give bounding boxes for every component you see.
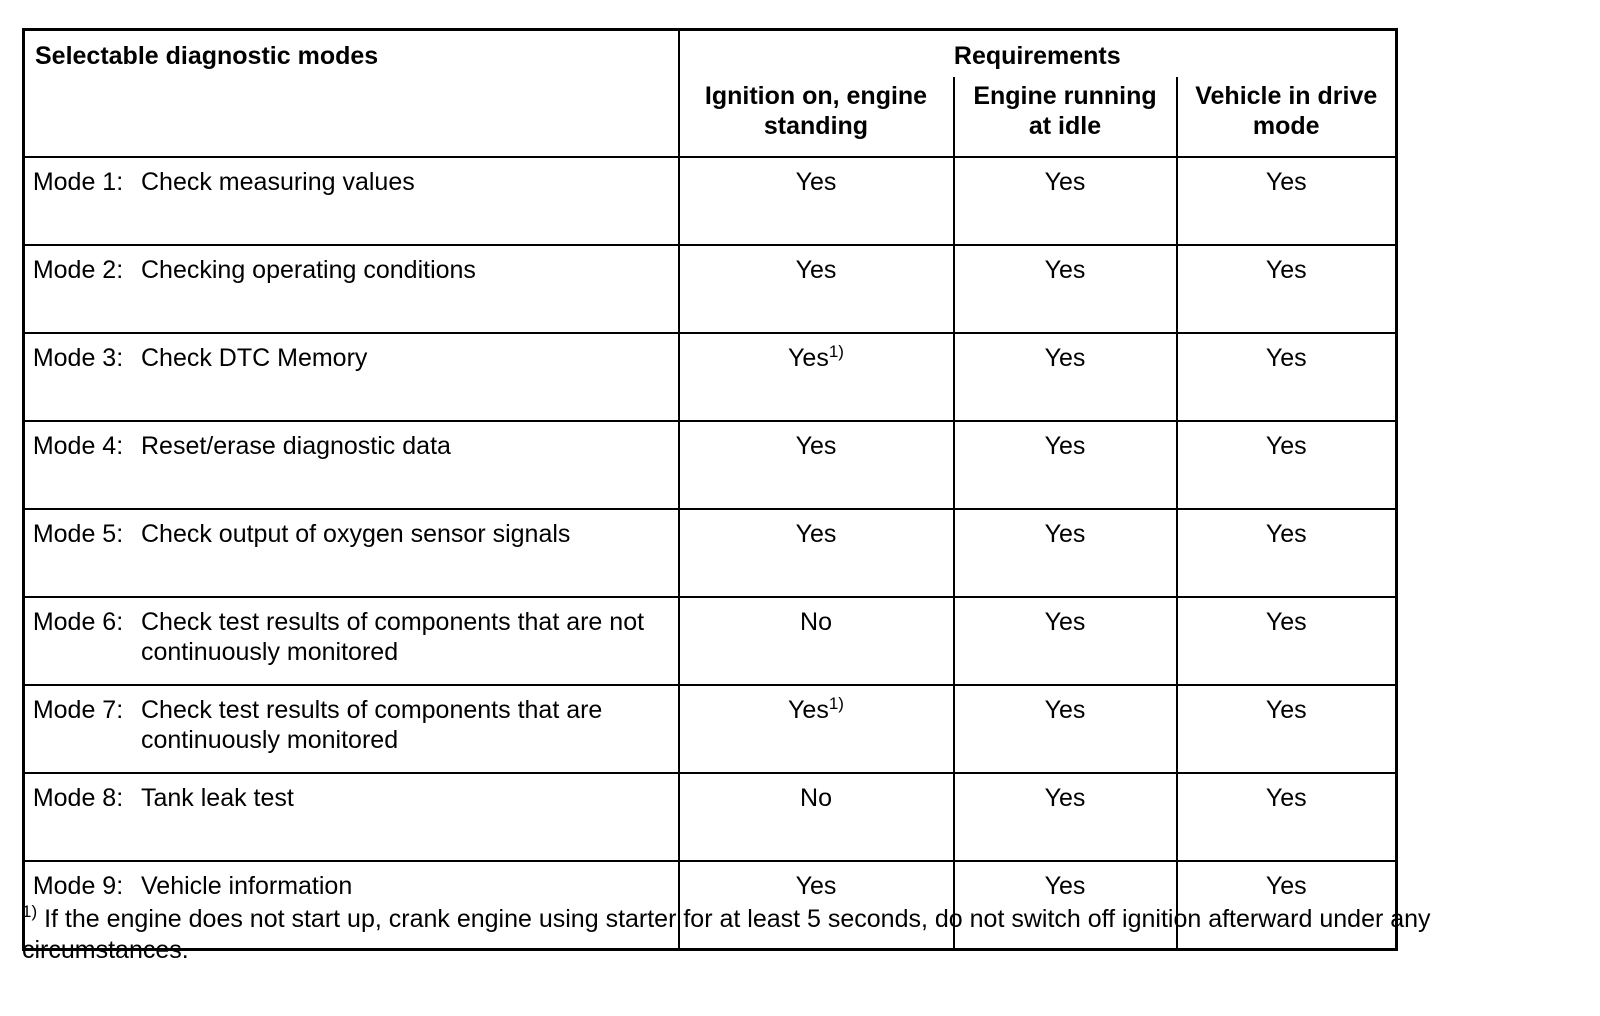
footnote <box>22 904 1542 966</box>
mode-description: Check DTC Memory <box>141 344 368 372</box>
ignition-on-value: Yes <box>679 245 954 333</box>
ignition-on-value: No <box>679 597 954 685</box>
drive-mode-value: Yes <box>1177 509 1397 597</box>
mode-description: Reset/erase diagnostic data <box>141 432 451 460</box>
engine-idle-value: Yes <box>954 509 1177 597</box>
footnote-ref: 1) <box>828 694 844 713</box>
drive-mode-value: Yes <box>1177 157 1397 245</box>
engine-idle-value: Yes <box>954 685 1177 773</box>
ignition-on-value: Yes <box>679 861 954 950</box>
mode-cell <box>24 685 679 773</box>
ignition-on-value: Yes$^{1)}$ <box>679 333 954 421</box>
modes-column-header: Selectable diagnostic modes <box>24 30 679 158</box>
drive-mode-value: Yes <box>1177 421 1397 509</box>
column-header-ignition-on: Ignition on, engine standing <box>679 77 954 157</box>
ignition-on-value: Yes <box>679 157 954 245</box>
mode-number: Mode 5: <box>32 520 124 548</box>
footnote-ref: 1) <box>828 342 844 361</box>
table-row <box>24 509 1397 597</box>
mode-number: Mode 9: <box>32 872 124 900</box>
mode-number: Mode 7: <box>32 696 124 724</box>
mode-description: Tank leak test <box>141 784 294 812</box>
mode-description: Checking operating conditions <box>141 256 476 284</box>
drive-mode-value: Yes <box>1177 333 1397 421</box>
table-row <box>24 773 1397 861</box>
ignition-on-value: Yes <box>679 421 954 509</box>
mode-description: Vehicle information <box>141 872 353 900</box>
table-row <box>24 333 1397 421</box>
engine-idle-value: Yes <box>954 773 1177 861</box>
mode-cell <box>24 157 679 245</box>
mode-number: Mode 3: <box>32 344 124 372</box>
mode-cell <box>24 421 679 509</box>
drive-mode-value: Yes <box>1177 861 1397 950</box>
engine-idle-value: Yes <box>954 421 1177 509</box>
drive-mode-value: Yes <box>1177 597 1397 685</box>
mode-number: Mode 8: <box>32 784 124 812</box>
header-row-top <box>24 30 1397 78</box>
engine-idle-value: Yes <box>954 597 1177 685</box>
mode-description: Check output of oxygen sensor signals <box>141 520 571 548</box>
table-row <box>24 685 1397 773</box>
ignition-on-value: No <box>679 773 954 861</box>
mode-number: Mode 2: <box>32 256 124 284</box>
column-header-drive-mode: Vehicle in drive mode <box>1177 77 1397 157</box>
mode-number: Mode 4: <box>32 432 124 460</box>
drive-mode-value: Yes <box>1177 773 1397 861</box>
mode-description: Check test results of components that are not continuously monitored <box>141 608 645 666</box>
drive-mode-value: Yes <box>1177 245 1397 333</box>
drive-mode-value: Yes <box>1177 685 1397 773</box>
table-row <box>24 597 1397 685</box>
requirements-header: Requirements <box>679 30 1397 78</box>
ignition-on-value: Yes <box>679 509 954 597</box>
engine-idle-value: Yes <box>954 157 1177 245</box>
engine-idle-value: Yes <box>954 245 1177 333</box>
column-header-engine-idle: Engine running at idle <box>954 77 1177 157</box>
mode-cell <box>24 597 679 685</box>
footnote-marker: 1) <box>22 902 38 921</box>
ignition-on-value: Yes$^{1)}$ <box>679 685 954 773</box>
table-row <box>24 157 1397 245</box>
footnote-text: If the engine does not start up, crank engine using starter for at least 5 seconds, do not switch off ignition afterward under any circumstances. <box>22 905 1431 964</box>
mode-number: Mode 1: <box>32 168 124 196</box>
mode-cell <box>24 509 679 597</box>
mode-cell <box>24 245 679 333</box>
mode-number: Mode 6: <box>32 608 124 636</box>
engine-idle-value: Yes <box>954 333 1177 421</box>
table-row <box>24 245 1397 333</box>
mode-description: Check test results of components that are continuously monitored <box>141 696 603 754</box>
table-row <box>24 421 1397 509</box>
diagnostic-modes-table <box>22 28 1398 951</box>
engine-idle-value: Yes <box>954 861 1177 950</box>
mode-cell <box>24 773 679 861</box>
mode-description: Check measuring values <box>141 168 415 196</box>
mode-cell <box>24 333 679 421</box>
